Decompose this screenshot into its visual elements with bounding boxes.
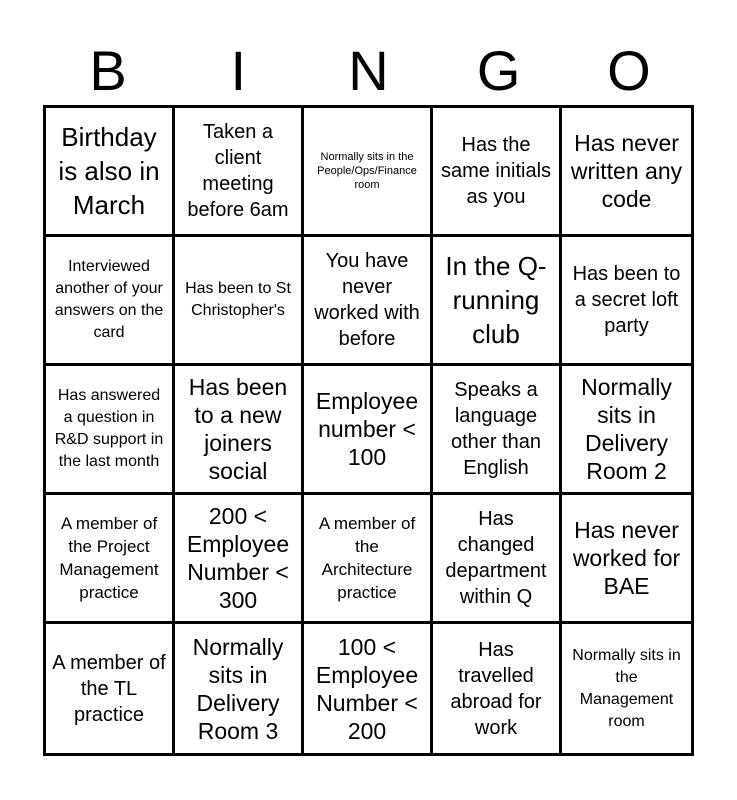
bingo-cell[interactable] bbox=[304, 237, 433, 366]
bingo-cell[interactable] bbox=[46, 108, 175, 237]
bingo-cell[interactable] bbox=[175, 495, 304, 624]
bingo-cell[interactable] bbox=[175, 624, 304, 753]
bingo-cell[interactable] bbox=[562, 366, 691, 495]
bingo-cell[interactable] bbox=[562, 237, 691, 366]
bingo-cell-text: 100 < Employee Number < 200 bbox=[315, 633, 419, 744]
bingo-cell[interactable] bbox=[562, 624, 691, 753]
header-letter-n: N bbox=[348, 39, 389, 102]
header-letter-g: G bbox=[476, 39, 521, 102]
bingo-cell-text: Has travelled abroad for work bbox=[450, 638, 542, 739]
header-letter-o: O bbox=[607, 39, 651, 102]
bingo-cell[interactable] bbox=[562, 495, 691, 624]
bingo-cell[interactable] bbox=[175, 108, 304, 237]
bingo-cell-text: Has been to a secret loft party bbox=[572, 263, 681, 337]
bingo-cell-text: Taken a client meeting before 6am bbox=[187, 121, 289, 221]
bingo-cell-text: Birthday is also in March bbox=[58, 122, 160, 220]
bingo-cell-text: Employee number < 100 bbox=[315, 388, 419, 470]
bingo-cell-text: Normally sits in Delivery Room 3 bbox=[192, 633, 284, 744]
bingo-cell-text: Has been to a new joiners social bbox=[188, 374, 288, 484]
bingo-cell-text: A member of the TL practice bbox=[52, 651, 166, 726]
bingo-cell-text: Normally sits in Delivery Room 2 bbox=[581, 374, 672, 484]
bingo-cell[interactable] bbox=[304, 495, 433, 624]
bingo-cell-text: Interviewed another of your answers on the card bbox=[54, 258, 164, 341]
bingo-cell-text: Normally sits in the Management room bbox=[572, 646, 681, 730]
bingo-cell-text: A member of the Project Management practice bbox=[59, 514, 159, 602]
bingo-cell[interactable] bbox=[433, 237, 562, 366]
bingo-cell[interactable] bbox=[46, 366, 175, 495]
bingo-cell-text: In the Q-running club bbox=[445, 251, 547, 349]
bingo-cell[interactable] bbox=[304, 624, 433, 753]
bingo-cell[interactable] bbox=[433, 366, 562, 495]
bingo-cell[interactable] bbox=[304, 366, 433, 495]
bingo-header bbox=[43, 40, 694, 102]
bingo-cell-text: Has never worked for BAE bbox=[572, 517, 681, 599]
bingo-cell[interactable] bbox=[46, 624, 175, 753]
bingo-cell[interactable] bbox=[304, 108, 433, 237]
bingo-cell[interactable] bbox=[46, 237, 175, 366]
bingo-cell-text: Has changed department within Q bbox=[445, 508, 547, 608]
bingo-grid bbox=[43, 105, 694, 756]
bingo-cell-text: Normally sits in the People/Ops/Finance room bbox=[317, 151, 417, 191]
bingo-cell-text: Has the same initials as you bbox=[440, 134, 552, 208]
bingo-cell-text: Has never written any code bbox=[570, 130, 683, 212]
bingo-cell[interactable] bbox=[433, 624, 562, 753]
bingo-cell[interactable] bbox=[175, 237, 304, 366]
bingo-cell-text: Speaks a language other than English bbox=[450, 379, 542, 479]
bingo-cell-text: You have never worked with before bbox=[314, 250, 420, 350]
bingo-cell-text: Has been to St Christopher's bbox=[185, 280, 291, 319]
bingo-cell-text: 200 < Employee Number < 300 bbox=[186, 503, 290, 613]
bingo-cell-text: Has answered a question in R&D support in the last month bbox=[54, 387, 164, 470]
header-letter-b: B bbox=[89, 39, 127, 102]
bingo-cell[interactable] bbox=[433, 108, 562, 237]
bingo-cell-text: A member of the Architecture practice bbox=[318, 514, 416, 602]
bingo-cell[interactable] bbox=[433, 495, 562, 624]
header-letter-i: I bbox=[230, 39, 247, 102]
bingo-cell[interactable] bbox=[562, 108, 691, 237]
bingo-cell[interactable] bbox=[175, 366, 304, 495]
bingo-cell[interactable] bbox=[46, 495, 175, 624]
